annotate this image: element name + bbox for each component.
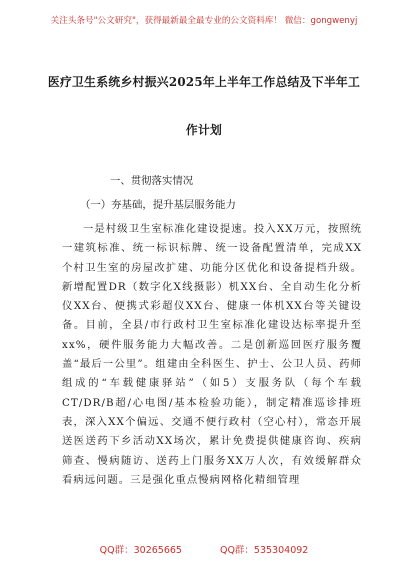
footer-qq-group-2: QQ群：535304092	[219, 545, 309, 556]
document-title-line-1: 医疗卫生系统乡村振兴2025年上半年工作总结及下半年工	[47, 75, 361, 89]
section-heading: 一、贯彻落实情况	[110, 175, 194, 187]
header-banner: 关注头条号"公文研究"，获得最新最全最专业的公文资料库！ 微信：gongwenyj	[50, 16, 358, 26]
body-paragraph: 一是村级卫生室标准化建设提速。投入XX万元，按照统一建筑标准、统一标识标牌、统一设备配置清单，完成XX个村卫生室的房屋改扩建、功能分区优化和设备提档升级。新增配置DR（数字化X线摄影）机XX台、全自动生化分析仪XX台、便携式彩超仪XX台、健康一体机XX台等关键设备。目前，全县/市行政村卫生室标准化建设达标率提升至xx%，硬件服务能力大幅改善。二是创新巡回医疗服务覆盖“最后一公里”。组建由全科医生、护士、公卫人员、药师组成的“车载健康驿站”（如5）支服务队（每个车载CT/DR/B超/心电图/基本检验功能），制定精准巡诊排班表，深入XX个偏远、交通不便行政村（空心村），常态开展送医送药下乡活动XX场次，累计免费提供健康咨询、疾病筛查、慢病随访、送药上门服务XX万人次，有效缓解群众看病远问题。三是强化重点慢病网格化精细管理	[62, 223, 362, 486]
subsection-heading: （一）夯基础，提升基层服务能力	[80, 199, 236, 211]
footer-qq-group-1: QQ群：30265665	[99, 545, 182, 556]
document-title-line-2: 作计划	[185, 123, 223, 137]
footer	[0, 542, 408, 556]
body-text	[62, 220, 362, 490]
